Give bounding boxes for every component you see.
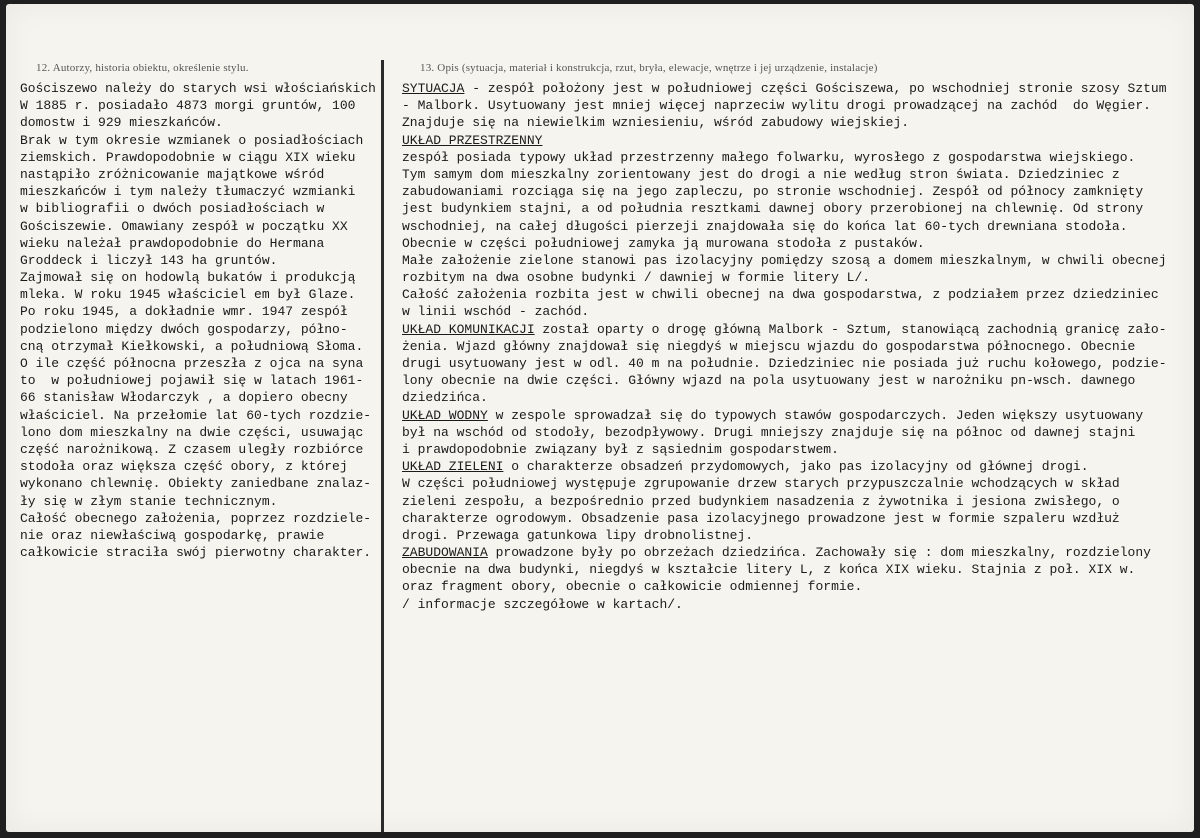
history-line: właściciel. Na przełomie lat 60-tych rozdzie- [20,407,372,423]
history-line: W 1885 r. posiadało 4873 morgi gruntów, 100 [20,98,356,114]
description-line [402,286,1192,303]
description-text-run: zieleni zespołu, a bezpośrednio przed budynkiem nasadzenia z żywotnika i jesiona zwisłego, o [402,493,1120,509]
description-line [402,200,1192,217]
description-line [402,561,1192,578]
column-divider [381,60,384,832]
description-line [402,493,1192,510]
description-text-run: został oparty o drogę główną Malbork - Sztum, stanowiącą zachodnią granicę zało- [534,321,1167,337]
description-line [402,235,1192,252]
description-text-run: dziedzińca. [402,390,488,406]
section-label: UKŁAD WODNY [402,407,488,423]
description-line [402,97,1192,114]
description-text-run: - Malbork. Usytuowany jest mniej więcej naprzeciw wylitu drogi prowadzącej na zachód do Węgier. [402,98,1151,114]
description-text-run: w linii wschód - zachód. [402,304,590,320]
description-text-run: i prawdopodobnie związany był z sąsiednim gospodarstwem. [402,441,839,457]
description-line [402,269,1192,286]
description-line [402,252,1192,269]
history-line: Całość obecnego założenia, poprzez rozdziele- [20,510,372,526]
description-text-run: jest budynkiem stajni, a od południa resztkami dawnej obory przerobionej na chlewnię. Od strony [402,201,1144,217]
description-line [402,338,1192,355]
history-text [20,80,376,561]
description-text-run: Całość założenia rozbita jest w chwili obecnej na dwa gospodarstwa, z podziałem przez dziedziniec [402,287,1159,303]
history-line: Gościszewie. Omawiany zespół w początku XX [20,218,348,234]
history-line: w bibliografii o dwóch posiadłościach w [20,201,325,217]
history-line: nastąpiło zróżnicowanie majątkowe wśród [20,166,325,182]
description-text-run: Małe założenie zielone stanowi pas izolacyjny pomiędzy szosą a domem mieszkalnym, w chwili obecnej [402,252,1167,268]
description-text-run: wschodniej, na całej długości pierzeji znajdowała się do końca lat 60-tych drewniana stodoła. [402,218,1128,234]
description-text-run: zabudowaniami rozciąga się na jego zapleczu, po stronie wschodniej. Zespół od północy zamknięty [402,184,1144,200]
description-line [402,475,1192,492]
description-line [402,527,1192,544]
description-text-run: - zespół położony jest w południowej części Gościszewa, po wschodniej stronie szosy Sztum [464,81,1167,96]
description-line [402,321,1192,338]
description-line [402,166,1192,183]
description-line [402,218,1192,235]
description-line [402,441,1192,458]
description-text-run: Tym samym dom mieszkalny zorientowany jest do drogi a nie według stron świata. Dziedziniec z [402,166,1120,182]
section-label: UKŁAD ZIELENI [402,459,504,475]
history-line: domostw i 929 mieszkańców. [20,115,223,131]
history-line: ły się w złym stanie technicznym. [20,493,278,509]
description-line [402,578,1192,595]
history-line: całkowicie straciła swój pierwotny charakter. [20,545,372,561]
description-text-run: drogi. Przewaga gatunkowa lipy drobnolistnej. [402,527,754,543]
description-line [402,510,1192,527]
description-text-run: żenia. Wjazd główny znajdował się niegdyś w miejscu wjazdu do gospodarstwa północnego. Obecnie [402,338,1136,354]
history-line: cną otrzymał Kiełkowski, a południową Słoma. [20,338,364,354]
description-text-run: był na wschód od stodoły, bezodpływowy. Drugi mniejszy znajduje się na północ od dawnej stajni [402,424,1136,440]
description-line [402,183,1192,200]
description-text-run: o charakterze obsadzeń przydomowych, jako pas izolacyjny od głównej drogi. [503,459,1089,475]
description-line [402,303,1192,320]
description-line [402,407,1192,424]
description-line [402,389,1192,406]
history-line: mieszkańców i tym należy tłumaczyć wzmianki [20,184,356,200]
section-label: UKŁAD KOMUNIKACJI [402,321,535,337]
description-text-run: lony obecnie na dwie części. Główny wjazd na pola usytuowany jest w narożniku pn-wsch. dawnego [402,373,1136,389]
description-text-run: rozbitym na dwa osobne budynki / dawniej w formie litery L/. [402,270,871,286]
description-line [402,114,1192,131]
section-label: ZABUDOWANIA [402,545,488,561]
description-line [402,544,1192,561]
history-line: nie oraz niewłaściwą gospodarkę, prawie [20,527,325,543]
heading-history: 12. Autorzy, historia obiektu, określenie stylu. [36,62,249,74]
description-line [402,149,1192,166]
heading-description: 13. Opis (sytuacja, materiał i konstrukcja, rzut, bryła, elewacje, wnętrze i jej urządzenie, instalacje) [420,62,878,74]
description-text-run: oraz fragment obory, obecnie o całkowicie odmiennej formie. [402,579,863,595]
history-line: O ile część północna przeszła z ojca na syna [20,356,364,371]
history-line: stodoła oraz większa część obory, z której [20,459,348,475]
description-text-run: obecnie na dwa budynki, niegdyś w kształcie litery L, z końca XIX wieku. Stajnia z poł. XIX w. [402,562,1136,578]
description-text-run: W części południowej występuje zgrupowanie drzew starych przypuszczalnie wchodzących w skład [402,476,1120,492]
description-text-run: drugi usytuowany jest w odl. 40 m na południe. Dziedziniec nie posiada już ruchu kołowego, podzie- [402,356,1167,371]
description-text-run: zespół posiada typowy układ przestrzenny małego folwarku, wyrosłego z gospodarstwa wiejskiego. [402,149,1136,165]
description-text [402,80,1192,613]
history-line: Gościszewo należy do starych wsi włościańskich [20,81,376,96]
history-line: część narożnikową. Z czasem uległy rozbiórce [20,441,364,457]
history-line: wykonano chlewnię. Obiekty zaniedbane znalaz- [20,476,372,492]
section-label: UKŁAD PRZESTRZENNY [402,132,543,148]
history-line: podzielono między dwóch gospodarzy, półno- [20,321,348,337]
description-text-run: Obecnie w części południowej zamyka ją murowana stodoła z pustaków. [402,235,925,251]
history-line: Zajmował się on hodowlą bukatów i produkcją [20,270,356,286]
history-line: ziemskich. Prawdopodobnie w ciągu XIX wieku [20,149,356,165]
description-text-run: prowadzone były po obrzeżach dziedzińca. Zachowały się : dom mieszkalny, rozdzielony [487,545,1151,561]
section-label: SYTUACJA [402,81,465,96]
description-line [402,355,1192,372]
history-line: mleka. W roku 1945 właściciel em był Glaze. [20,287,356,303]
description-line [402,458,1192,475]
description-text-run: Znajduje się na niewielkim wzniesieniu, wśród zabudowy wiejskiej. [402,115,910,131]
description-line [402,372,1192,389]
history-line: to w południowej pojawił się w latach 1961- [20,373,364,389]
description-line [402,132,1192,149]
description-line [402,424,1192,441]
history-line: Groddeck i liczył 143 ha gruntów. [20,252,278,268]
history-line: Brak w tym okresie wzmianek o posiadłościach [20,132,364,148]
history-line: lono dom mieszkalny na dwie części, usuwając [20,424,364,440]
description-text-run: charakterze ogrodowym. Obsadzenie pasa izolacyjnego prowadzone jest w formie szpaleru wzdłuż [402,510,1120,526]
description-text-run: / informacje szczegółowe w kartach/. [402,596,683,612]
history-line: 66 stanisław Włodarczyk , a dopiero obecny [20,390,348,406]
description-line [402,596,1192,613]
description-line [402,80,1192,97]
history-line: wieku należał prawdopodobnie do Hermana [20,235,325,251]
history-line: Po roku 1945, a dokładnie wmr. 1947 zespół [20,304,348,320]
description-text-run: w zespole sprowadzał się do typowych stawów gospodarczych. Jeden większy usytuowany [487,407,1144,423]
